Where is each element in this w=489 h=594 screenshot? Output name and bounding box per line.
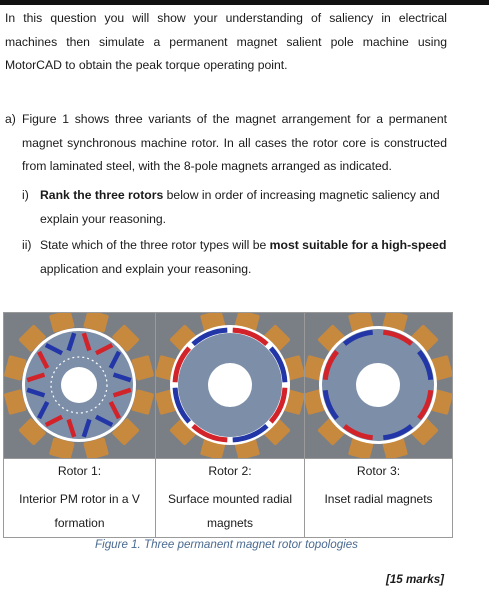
rotor-3-description: Inset radial magnets: [324, 492, 433, 506]
sub-i-rest: below in order of increasing magnetic saliency and explain your reasoning.: [40, 188, 440, 226]
sub-ii-bold: most suitable for a high-speed: [269, 238, 447, 252]
sub-ii-number: ii): [22, 238, 32, 252]
part-a-text: Figure 1 shows three variants of the magnet arrangement for a permanent magnet synchronous machine rotor. In all cases the rotor core is constructed from laminated steel, with the 8-pole magnets arranged as indicated.: [22, 112, 447, 173]
marks-label: [15 marks]: [386, 573, 445, 586]
intro-paragraph: In this question you will show your understanding of saliency in electrical machines then simulate a permanent magnet salient pole machine using MotorCAD to obtain the peak torque operating point.: [5, 11, 447, 72]
shaft-bore: [208, 363, 252, 407]
rotor-3-title: Rotor 3:: [356, 464, 401, 478]
shaft-bore: [61, 367, 97, 403]
figure-caption: Figure 1. Three permanent magnet rotor topologies: [95, 538, 358, 551]
sub-i-bold: Rank the three rotors: [40, 188, 164, 202]
sub-i-number: i): [22, 188, 29, 202]
rotor-1-image: [4, 313, 155, 458]
rotor-2-description: Surface mounted radial magnets: [167, 492, 293, 530]
sub-ii-pre: State which of the three rotor types will be: [40, 238, 270, 252]
part-a-label: a): [5, 112, 16, 126]
rotor-1-title: Rotor 1:: [57, 464, 102, 478]
top-border: [0, 0, 489, 5]
figure-table: [3, 312, 453, 538]
sub-ii-post: application and explain your reasoning.: [40, 261, 252, 276]
rotor-3-image: [305, 313, 452, 458]
rotor-2-image: [156, 313, 304, 458]
rotor-1-description: Interior PM rotor in a V formation: [19, 492, 140, 530]
sub-question-i: [40, 184, 450, 231]
table-mid-border: [3, 458, 453, 459]
shaft-bore: [356, 363, 400, 407]
rotor-2-title: Rotor 2:: [208, 464, 252, 478]
table-border-right: [452, 312, 453, 538]
sub-question-ii: [40, 234, 450, 281]
